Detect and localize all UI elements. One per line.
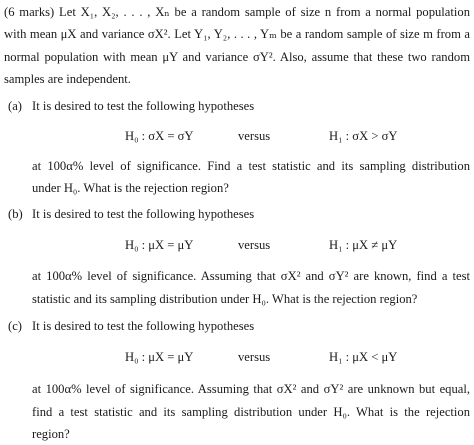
part-c-label: (c) [8,319,22,333]
part-b-text-1: at 100α% level of significance. Assuming that σX² and σY² are known, find a test [32,269,470,283]
part-b-label: (b) [8,207,23,221]
part-b-alt-hypothesis: H₁ : μX ≠ μY [329,238,398,252]
part-c-text-2: find a test statistic and its sampling distribution under H₀. What is the rejection [32,405,470,419]
part-c-alt-hypothesis: H₁ : μX < μY [329,350,398,364]
intro-line-2: with mean μX and variance σX². Let Y₁, Y₂, . . . , Yₘ be a random sample of size m from a [4,27,470,41]
part-b-null-hypothesis: H₀ : μX = μY [125,238,194,252]
intro-line-1-text: Let X₁, X₂, . . . , Xₙ be a random sample of size n from a normal population [59,5,470,19]
part-a-text-2: under H₀. What is the rejection region? [32,181,229,195]
part-c-versus: versus [238,350,271,364]
part-c-null-hypothesis: H₀ : μX = μY [125,350,194,364]
part-c-text-3: region? [32,427,70,441]
part-b-intro: It is desired to test the following hypotheses [32,207,255,221]
part-a-null-hypothesis: H₀ : σX = σY [125,129,194,143]
part-c-intro: It is desired to test the following hypotheses [32,319,255,333]
intro-line-4: samples are independent. [4,72,131,86]
intro-line-1 [4,4,470,20]
part-b-text-2: statistic and its sampling distribution under H₀. What is the rejection region? [32,292,418,306]
part-c-text-1: at 100α% level of significance. Assuming that σX² and σY² are unknown but equal, [32,382,470,396]
part-b-versus: versus [238,238,271,252]
marks-label: (6 marks) [4,5,55,19]
intro-line-3: normal population with mean μY and variance σY². Also, assume that these two random [4,50,470,64]
part-a-text-1: at 100α% level of significance. Find a test statistic and its sampling distribution [32,159,470,173]
part-a-intro: It is desired to test the following hypotheses [32,99,255,113]
part-a-versus: versus [238,129,271,143]
part-a-alt-hypothesis: H₁ : σX > σY [329,129,398,143]
part-a-label: (a) [8,99,22,113]
